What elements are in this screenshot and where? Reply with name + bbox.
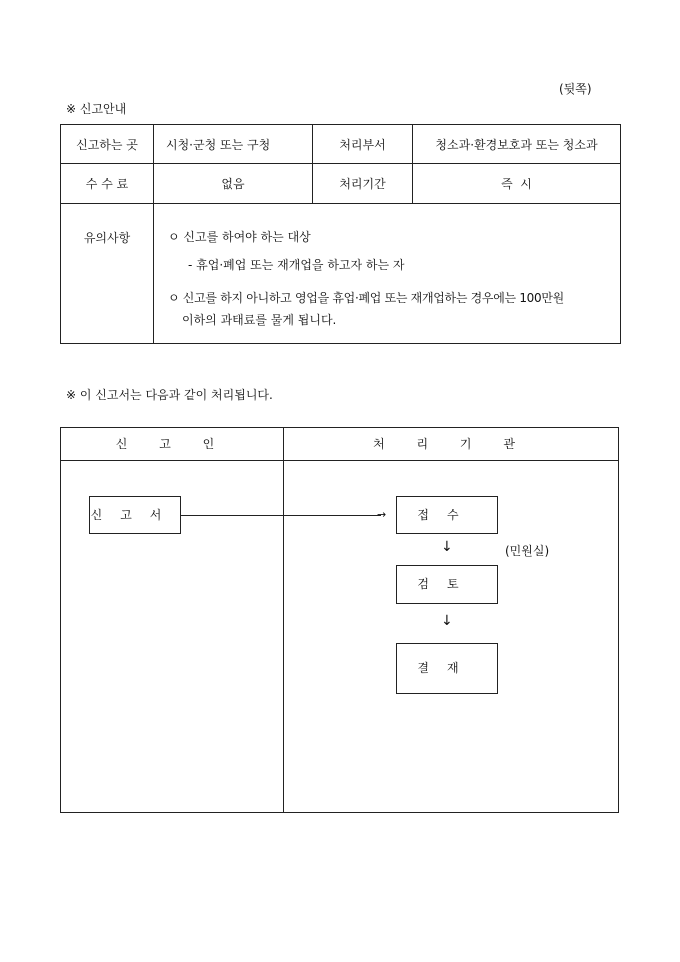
period-label: 처리기간 xyxy=(313,164,413,204)
place-label: 신고하는 곳 xyxy=(61,125,154,164)
back-side-label: (뒷쪽) xyxy=(559,82,592,96)
review-box: 검토 xyxy=(396,565,498,604)
office-note: (민원실) xyxy=(505,544,550,558)
place-value: 시청·군청 또는 구청 xyxy=(154,125,313,164)
arrow-down-icon: ↓ xyxy=(441,613,453,629)
period-value: 즉 시 xyxy=(413,164,621,204)
process-flow-chart xyxy=(60,427,619,813)
column-divider xyxy=(283,428,284,812)
note-line-1: ㅇ 신고를 하여야 하는 대상 xyxy=(168,230,311,244)
header-divider xyxy=(61,460,618,461)
arrow-down-icon: ↓ xyxy=(441,539,453,555)
guide-row-notes xyxy=(61,204,621,344)
note-line-4: 이하의 과태료를 물게 됩니다. xyxy=(182,313,337,327)
notes-content xyxy=(154,204,621,344)
flow-connector-line xyxy=(181,515,381,516)
approve-box: 결재 xyxy=(396,643,498,694)
agency-column-header: 처 리 기 관 xyxy=(373,437,529,451)
note-line-2: - 휴업·폐업 또는 재개업을 하고자 하는 자 xyxy=(188,258,405,272)
fee-value: 없음 xyxy=(154,164,313,204)
notes-label: 유의사항 xyxy=(61,204,154,344)
dept-label: 처리부서 xyxy=(313,125,413,164)
dept-value: 청소과·환경보호과 또는 청소과 xyxy=(413,125,621,164)
guide-row-fee xyxy=(61,164,621,204)
report-form-box: 신고서 xyxy=(89,496,181,534)
process-section-title: ※ 이 신고서는 다음과 같이 처리됩니다. xyxy=(66,388,273,402)
guide-row-place xyxy=(61,125,621,164)
note-line-3: ㅇ 신고를 하지 아니하고 영업을 휴업·폐업 또는 재개업하는 경우에는 100만원 xyxy=(168,291,564,305)
applicant-column-header: 신 고 인 xyxy=(115,437,229,451)
guide-table xyxy=(60,124,621,344)
receive-box: 접수 xyxy=(396,496,498,534)
guide-section-title: ※ 신고안내 xyxy=(66,102,127,116)
fee-label: 수 수 료 xyxy=(61,164,154,204)
arrow-right-icon: → xyxy=(377,508,387,521)
